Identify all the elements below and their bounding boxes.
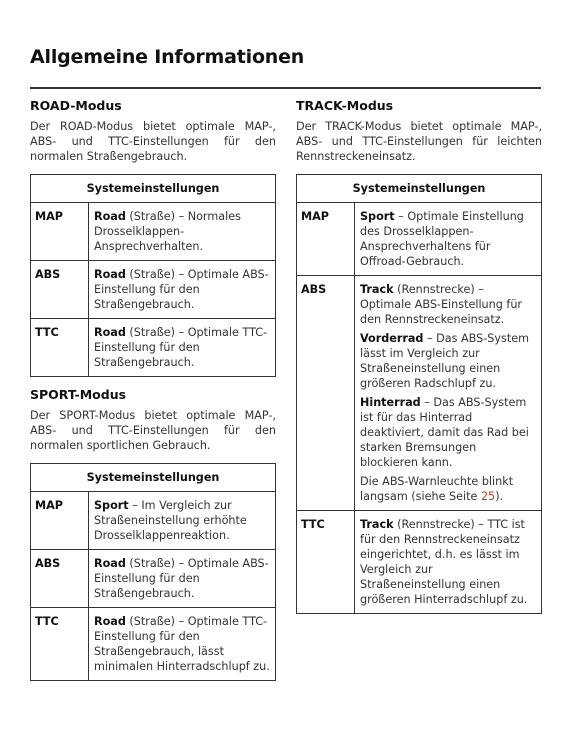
row-key: TTC [31,608,89,681]
right-column [296,98,542,614]
warning-text-end: ). [495,490,504,503]
row-key: ABS [31,550,89,608]
row-description [89,319,276,377]
page-reference-link[interactable]: 25 [480,490,496,503]
track-section [296,98,542,614]
table-row [31,203,276,261]
title-divider [30,87,541,89]
row-description [355,276,542,511]
sport-intro: Der SPORT-Modus bietet optimale MAP-, ABS- und TTC-Einstellungen für den normalen sportlichen Gebrauch. [30,409,276,452]
abs-rear-wheel-paragraph [360,395,536,470]
mode-name: Road [94,557,126,570]
row-key: MAP [31,492,89,550]
row-description [355,511,542,614]
mode-name: Road [94,326,126,339]
road-section [30,98,276,377]
mode-name: Sport [360,210,395,223]
mode-name: Track [360,283,394,296]
mode-description: (Straße) – Optimale TTC-Einstellung für den Straßengebrauch, lässt minimalen Hinterradschlupf zu. [94,615,270,673]
row-description [89,550,276,608]
table-row [31,319,276,377]
track-intro: Der TRACK-Modus bietet optimale MAP-, ABS- und TTC-Einstellungen für leichten Rennstreckeneinsatz. [296,120,542,163]
abs-track-paragraph [360,282,536,327]
mode-description: (Straße) – Optimale ABS-Einstellung für den Straßengebrauch. [94,557,269,600]
table-row [31,550,276,608]
mode-name: Vorderrad [360,332,424,345]
row-key: ABS [297,276,355,511]
mode-description: (Straße) – Normales Drosselklappen-Ansprechverhalten. [94,210,241,253]
road-settings-table [30,174,276,377]
row-key: MAP [297,203,355,276]
sport-settings-table [30,463,276,681]
mode-name: Road [94,210,126,223]
mode-description: (Straße) – Optimale ABS-Einstellung für den Straßengebrauch. [94,268,269,311]
warning-text: Die ABS-Warnleuchte blinkt langsam (siehe Seite [360,475,514,503]
sport-heading: SPORT-Modus [30,387,127,402]
table-row [297,276,542,511]
mode-description: – Im Vergleich zur Straßeneinstellung erhöhte Drosselklappenreaktion. [94,499,247,542]
mode-description: (Rennstrecke) – Optimale ABS-Einstellung für den Rennstreckeneinsatz. [360,283,523,326]
row-description [89,492,276,550]
road-heading: ROAD-Modus [30,98,122,113]
left-column [30,98,276,681]
row-key: TTC [31,319,89,377]
mode-name: Road [94,615,126,628]
row-key: MAP [31,203,89,261]
page-title: Allgemeine Informationen [30,46,305,68]
track-settings-table [296,174,542,614]
mode-name: Road [94,268,126,281]
mode-description: – Optimale Einstellung des Drosselklappen-Ansprechverhaltens für Offroad-Gebrauch. [360,210,524,268]
mode-name: Track [360,518,394,531]
row-key: TTC [297,511,355,614]
table-row [31,261,276,319]
row-key: ABS [31,261,89,319]
road-table-header: Systemeinstellungen [31,175,276,203]
mode-name: Hinterrad [360,396,421,409]
mode-description: (Rennstrecke) – TTC ist für den Rennstreckeneinsatz eingerichtet, d.h. es lässt im Vergleich zur Straßeneinstellung einen größeren Hinterradschlupf zu. [360,518,528,606]
row-description [89,261,276,319]
sport-table-header: Systemeinstellungen [31,464,276,492]
track-heading: TRACK-Modus [296,98,394,113]
mode-description: (Straße) – Optimale TTC-Einstellung für den Straßengebrauch. [94,326,268,369]
abs-front-wheel-paragraph [360,331,536,391]
row-description [89,203,276,261]
table-row [31,608,276,681]
row-description [89,608,276,681]
mode-name: Sport [94,499,129,512]
road-intro: Der ROAD-Modus bietet optimale MAP-, ABS- und TTC-Einstellungen für den normalen Straßengebrauch. [30,120,276,163]
row-description [355,203,542,276]
table-row [31,492,276,550]
abs-warning-paragraph [360,474,536,504]
table-row [297,203,542,276]
sport-section [30,387,276,681]
track-table-header: Systemeinstellungen [297,175,542,203]
table-row [297,511,542,614]
mode-description: – Das ABS-System ist für das Hinterrad deaktiviert, damit das Rad bei starken Bremsungen blockieren kann. [360,396,529,469]
mode-description: – Das ABS-System lässt im Vergleich zur Straßeneinstellung einen größeren Radschlupf zu. [360,332,529,390]
